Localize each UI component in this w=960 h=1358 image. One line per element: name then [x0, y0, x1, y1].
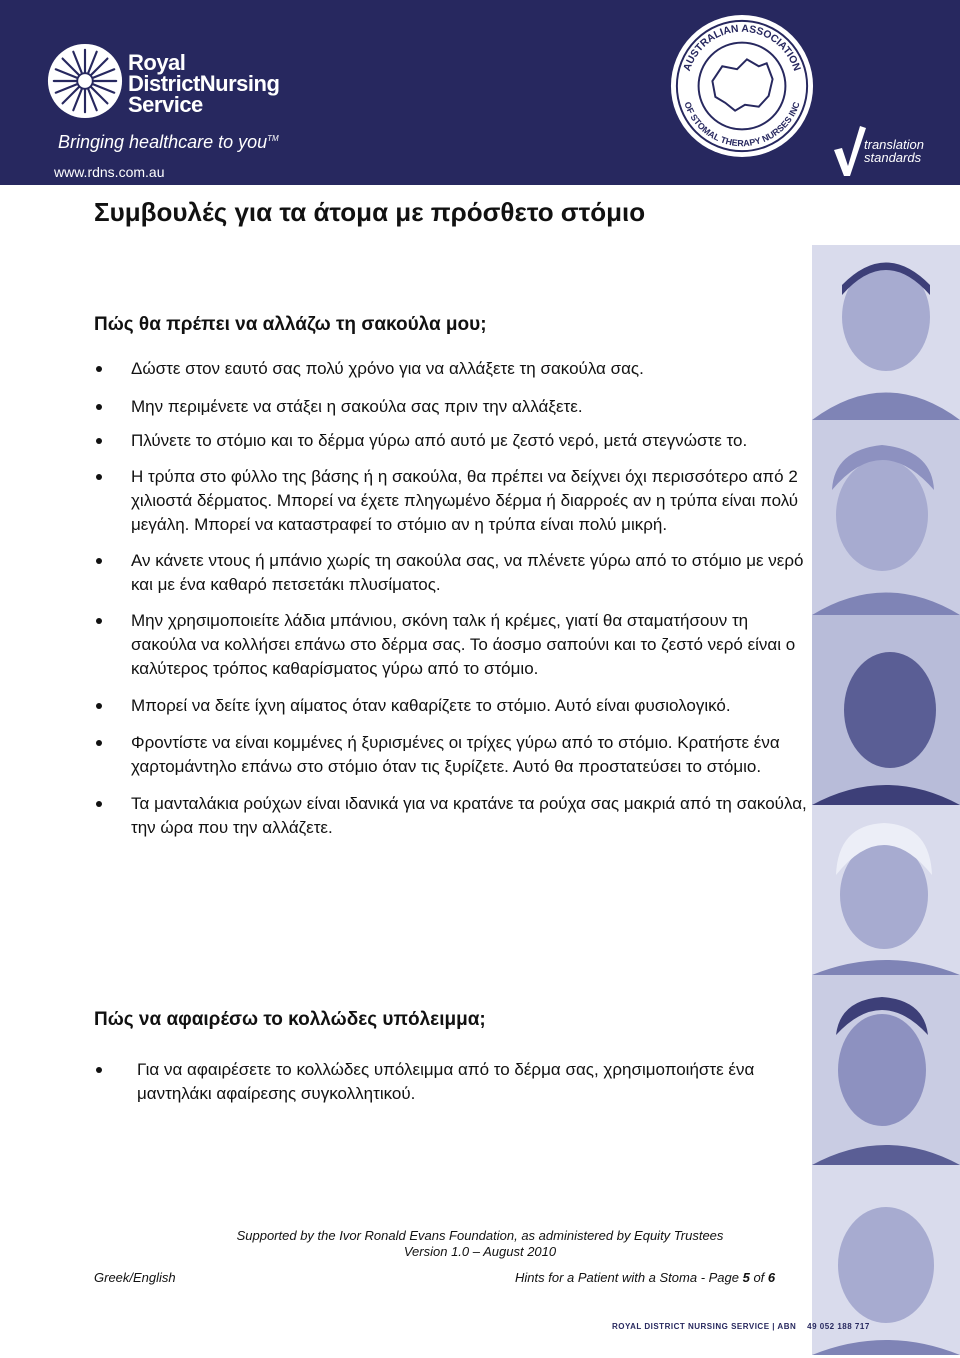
list-item: Αν κάνετε ντους ή μπάνιο χωρίς τη σακούλα σας, να πλένετε γύρω από το στόμιο με νερό και με ένα καθαρό πετσετάκι πλυσίματος.: [92, 549, 812, 597]
remove-adhesive-tips-list: [92, 1058, 792, 1106]
portrait-photo: [812, 805, 960, 975]
portrait-photo: [812, 975, 960, 1165]
footer-version-text: Version 1.0 – August 2010: [403, 1244, 557, 1259]
portrait-photo: [812, 615, 960, 805]
seal-top-text: AUSTRALIAN ASSOCIATION: [681, 23, 803, 73]
list-item: Μην χρησιμοποιείτε λάδια μπάνιου, σκόνη ταλκ ή κρέμες, γιατί θα σταματήσουν τη σακούλα να κολλήσει επάνω στο δέρμα σας. Το άοσμο σαπούνι και το ζεστό νερό είναι ο καλύτερος τρόπος καθαρίσματος γύρω από το στόμιο.: [92, 609, 812, 681]
list-item: Για να αφαιρέσετε το κολλώδες υπόλειμμα από το δέρμα σας, χρησιμοποιήστε ένα μαντηλάκι αφαίρεσης συγκολλητικού.: [92, 1058, 792, 1106]
footer-page-info: Hints for a Patient with a Stoma - Page 5 of 6: [515, 1270, 776, 1285]
section-heading-remove-adhesive: Πώς να αφαιρέσω το κολλώδες υπόλειμμα;: [94, 1009, 486, 1030]
list-item: Τα μανταλάκια ρούχων είναι ιδανικά για να κρατάνε τα ρούχα σας μακριά από τη σακούλα, την ώρα που την αλλάζετε.: [92, 792, 812, 840]
org-name: Royal DistrictNursing Service: [128, 50, 280, 117]
translation-standards-text: translation standards: [864, 137, 924, 165]
portrait-photo: [812, 420, 960, 615]
header-banner: [0, 0, 960, 185]
footer-support-text: Supported by the Ivor Ronald Evans Foundation, as administered by Equity Trustees: [236, 1228, 724, 1243]
footer-org-abn: ROYAL DISTRICT NURSING SERVICE | ABN 49 052 188 717: [612, 1322, 870, 1331]
list-item: Φροντίστε να είναι κομμένες ή ξυρισμένες οι τρίχες γύρω από το στόμιο. Κρατήστε ένα χαρτομάντηλο επάνω στο στόμιο όταν τις ξυρίζετε. Αυτό θα προστατεύσει το στόμιο.: [92, 731, 812, 779]
tagline: Bringing healthcare to you™: [58, 132, 279, 152]
association-seal-icon: [668, 12, 816, 160]
portrait-photo-strip: [812, 245, 960, 1355]
seal-bottom-text: OF STOMAL THERAPY NURSES INC: [682, 100, 802, 149]
list-item: Μην περιμένετε να στάξει η σακούλα σας πριν την αλλάξετε.: [92, 395, 812, 419]
footer-language: Greek/English: [94, 1270, 176, 1285]
section-heading-change-bag: Πώς θα πρέπει να αλλάζω τη σακούλα μου;: [94, 314, 487, 335]
page-title: Συμβουλές για τα άτομα με πρόσθετο στόμιο: [94, 197, 646, 227]
rdns-star-icon: [46, 42, 124, 120]
portrait-photo: [812, 245, 960, 420]
list-item: Η τρύπα στο φύλλο της βάσης ή η σακούλα, θα πρέπει να δείχνει όχι περισσότερο από 2 χιλιοστά δέρματος. Μπορεί να έχετε πληγωμένο δέρμα ή διαρροές αν η τρύπα είναι πολύ μεγάλη. Μπορεί να καταστραφεί το στόμιο αν η τρύπα είναι πολύ μικρή.: [92, 465, 812, 537]
list-item: Μπορεί να δείτε ίχνη αίματος όταν καθαρίζετε το στόμιο. Αυτό είναι φυσιολογικό.: [92, 694, 812, 718]
website-text: www.rdns.com.au: [54, 164, 165, 180]
list-item: Πλύνετε το στόμιο και το δέρμα γύρω από αυτό με ζεστό νερό, μετά στεγνώστε το.: [92, 429, 812, 453]
change-bag-tips-list: [92, 357, 812, 840]
list-item: Δώστε στον εαυτό σας πολύ χρόνο για να αλλάξετε τη σακούλα σας.: [92, 357, 812, 381]
